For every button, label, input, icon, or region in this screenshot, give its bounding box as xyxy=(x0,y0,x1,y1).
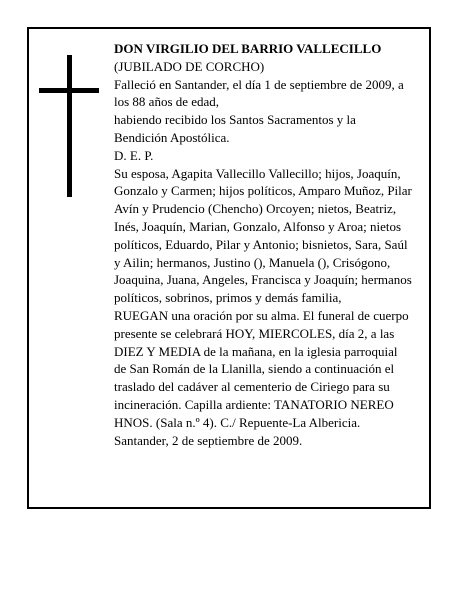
sacraments-statement: habiendo recibido los Santos Sacramentos y la Bendición Apostólica. xyxy=(114,112,356,145)
cross-horizontal-bar xyxy=(39,88,99,93)
family-list: Su esposa, Agapita Vallecillo Vallecillo; hijos, Joaquín, Gonzalo y Carmen; hijos políticos, Amparo Muñoz, Pilar Avín y Prudencio (Chencho) Orcoyen; nietos, Beatriz, Inés, Joaquín, Marian, Gonzalo, Alfonso y Aroa; nietos políticos, Eduardo, Pilar y Antonio; bisnietos, Sara, Saúl y Ailin; hermanos, Justino (), Manuela (), Crisógono, Joaquina, Juana, Angeles, Francisca y Joaquín; hermanos políticos, sobrinos, primos y demás familia, xyxy=(114,165,412,306)
dateline: Santander, 2 de septiembre de 2009. xyxy=(114,432,303,448)
deceased-name: DON VIRGILIO DEL BARRIO VALLECILLO xyxy=(114,41,382,56)
deceased-occupation: (JUBILADO DE CORCHO) xyxy=(114,58,265,74)
cross-vertical-bar xyxy=(67,55,72,197)
funeral-details: RUEGAN una oración por su alma. El funeral de cuerpo presente se celebrará HOY, MIERCOLES, día 2, a las DIEZ Y MEDIA de la mañana, en la iglesia parroquial de San Román de la Llanilla, siendo a continuación el traslado del cadáver al cementerio de Ciriego para su incineración. Capilla ardiente: TANATORIO NEREO HNOS. (Sala n.º 4). C./ Repuente-La Albericia. xyxy=(114,307,409,430)
obituary-text xyxy=(114,40,412,449)
obituary-notice xyxy=(27,27,431,509)
cross-icon xyxy=(39,55,99,197)
rip-line: D. E. P. xyxy=(114,147,154,163)
death-statement: Falleció en Santander, el día 1 de septiembre de 2009, a los 88 años de edad, xyxy=(114,76,404,110)
